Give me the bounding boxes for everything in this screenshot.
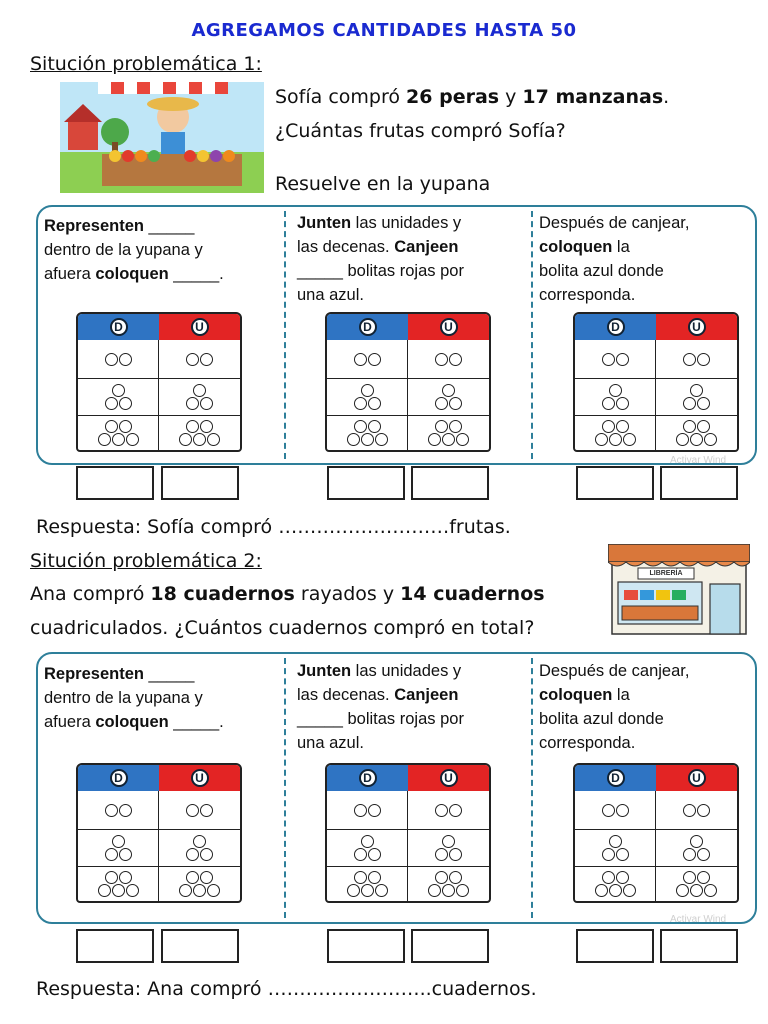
yupana-cell[interactable] bbox=[656, 341, 736, 378]
bead-slot[interactable] bbox=[449, 397, 462, 410]
step-text: _____ bbox=[143, 217, 195, 235]
step-text: Después de canjear, bbox=[539, 214, 690, 232]
bead-slot[interactable] bbox=[616, 804, 629, 817]
bead-slot[interactable] bbox=[602, 397, 615, 410]
bead-slot[interactable] bbox=[126, 884, 139, 897]
bead-slot[interactable] bbox=[126, 433, 139, 446]
panel-divider bbox=[284, 658, 286, 918]
store-sign: LIBRERÍA bbox=[649, 570, 683, 577]
bead-slot[interactable] bbox=[616, 353, 629, 366]
step-text: corresponda. bbox=[539, 286, 636, 304]
bead-slot[interactable] bbox=[186, 848, 199, 861]
yupana-cell[interactable] bbox=[575, 867, 655, 901]
bead-slot[interactable] bbox=[368, 353, 381, 366]
bead-slot[interactable] bbox=[347, 884, 360, 897]
bead-slot[interactable] bbox=[435, 804, 448, 817]
statement-text: y bbox=[499, 86, 523, 108]
tens-header bbox=[575, 314, 656, 340]
step-exchange bbox=[539, 659, 689, 755]
yupana-cell[interactable] bbox=[408, 341, 488, 378]
tens-header bbox=[327, 765, 408, 791]
yupana-cell[interactable] bbox=[575, 379, 655, 415]
yupana-cell[interactable] bbox=[327, 792, 407, 829]
statement-text: Sofía compró bbox=[275, 86, 407, 108]
bead-slot[interactable] bbox=[697, 353, 710, 366]
tens-answer-box[interactable] bbox=[327, 466, 405, 500]
step-text: una azul. bbox=[297, 286, 364, 304]
step-keyword: coloquen bbox=[539, 238, 613, 256]
yupana bbox=[76, 763, 242, 903]
panel-divider bbox=[531, 658, 533, 918]
bead-slot[interactable] bbox=[354, 871, 367, 884]
units-answer-box[interactable] bbox=[411, 466, 489, 500]
bookstore-illustration bbox=[608, 544, 750, 636]
tens-answer-box[interactable] bbox=[76, 466, 154, 500]
bead-slot[interactable] bbox=[623, 884, 636, 897]
step-text: las decenas. bbox=[297, 238, 395, 256]
yupana-cell[interactable] bbox=[656, 416, 736, 450]
tens-header bbox=[327, 314, 408, 340]
yupana-cell[interactable] bbox=[656, 867, 736, 901]
units-label: U bbox=[688, 318, 706, 336]
bead-slot[interactable] bbox=[616, 420, 629, 433]
bead-slot[interactable] bbox=[186, 804, 199, 817]
bead-slot[interactable] bbox=[609, 835, 622, 848]
bead-slot[interactable] bbox=[428, 884, 441, 897]
step-text: una azul. bbox=[297, 734, 364, 752]
step-keyword: coloquen bbox=[95, 713, 169, 731]
bead-slot[interactable] bbox=[361, 384, 374, 397]
bead-slot[interactable] bbox=[697, 871, 710, 884]
bead-slot[interactable] bbox=[449, 420, 462, 433]
bead-slot[interactable] bbox=[602, 871, 615, 884]
bead-slot[interactable] bbox=[368, 397, 381, 410]
yupana-cell[interactable] bbox=[78, 792, 158, 829]
bead-slot[interactable] bbox=[683, 397, 696, 410]
step-keyword: coloquen bbox=[539, 686, 613, 704]
bead-slot[interactable] bbox=[602, 353, 615, 366]
statement-text: rayados y bbox=[294, 583, 401, 605]
step-text: las unidades y bbox=[351, 214, 462, 232]
bead-slot[interactable] bbox=[98, 884, 111, 897]
units-label: U bbox=[191, 769, 209, 787]
bead-slot[interactable] bbox=[200, 848, 213, 861]
bead-slot[interactable] bbox=[375, 433, 388, 446]
step-text: dentro de la yupana y bbox=[44, 689, 203, 707]
bead-slot[interactable] bbox=[98, 433, 111, 446]
bead-slot[interactable] bbox=[616, 397, 629, 410]
problem-2-heading: Situción problemática 2: bbox=[30, 550, 262, 572]
units-label: U bbox=[688, 769, 706, 787]
bead-slot[interactable] bbox=[361, 884, 374, 897]
tens-label: D bbox=[359, 318, 377, 336]
bead-slot[interactable] bbox=[193, 835, 206, 848]
step-text: las unidades y bbox=[351, 662, 462, 680]
bead-slot[interactable] bbox=[442, 433, 455, 446]
units-label: U bbox=[440, 769, 458, 787]
bead-slot[interactable] bbox=[683, 804, 696, 817]
step-represent bbox=[44, 214, 224, 286]
bead-slot[interactable] bbox=[119, 397, 132, 410]
bead-slot[interactable] bbox=[676, 884, 689, 897]
bead-slot[interactable] bbox=[193, 433, 206, 446]
bead-slot[interactable] bbox=[361, 433, 374, 446]
ruled-notebooks-quantity: 18 cuadernos bbox=[150, 583, 295, 605]
bead-slot[interactable] bbox=[368, 804, 381, 817]
step-text: corresponda. bbox=[539, 734, 636, 752]
apples-quantity: 17 manzanas bbox=[522, 86, 664, 108]
tens-label: D bbox=[110, 318, 128, 336]
statement-text: Ana compró bbox=[30, 583, 151, 605]
yupana-cell[interactable] bbox=[159, 416, 239, 450]
problem-1-question: ¿Cuántas frutas compró Sofía? bbox=[275, 120, 566, 142]
units-answer-box[interactable] bbox=[660, 466, 738, 500]
bead-slot[interactable] bbox=[200, 871, 213, 884]
bead-slot[interactable] bbox=[112, 835, 125, 848]
bead-slot[interactable] bbox=[449, 848, 462, 861]
bead-slot[interactable] bbox=[704, 433, 717, 446]
bead-slot[interactable] bbox=[375, 884, 388, 897]
yupana-cell[interactable] bbox=[78, 867, 158, 901]
bead-slot[interactable] bbox=[354, 353, 367, 366]
bead-slot[interactable] bbox=[690, 384, 703, 397]
bead-slot[interactable] bbox=[690, 884, 703, 897]
step-join bbox=[297, 659, 464, 755]
tens-answer-box[interactable] bbox=[327, 929, 405, 963]
problem-2-statement bbox=[30, 583, 545, 605]
problem-1-heading: Situción problemática 1: bbox=[30, 53, 262, 75]
bead-slot[interactable] bbox=[595, 433, 608, 446]
step-keyword: Junten bbox=[297, 214, 352, 232]
bead-slot[interactable] bbox=[690, 835, 703, 848]
grid-notebooks-quantity: 14 cuadernos bbox=[400, 583, 545, 605]
step-exchange bbox=[539, 211, 689, 307]
bead-slot[interactable] bbox=[683, 871, 696, 884]
bead-slot[interactable] bbox=[354, 397, 367, 410]
bead-slot[interactable] bbox=[683, 353, 696, 366]
yupana-cell[interactable] bbox=[408, 379, 488, 415]
yupana bbox=[573, 312, 739, 452]
step-keyword: coloquen bbox=[95, 265, 169, 283]
yupana-cell[interactable] bbox=[327, 341, 407, 378]
bead-slot[interactable] bbox=[449, 804, 462, 817]
step-keyword: Representen bbox=[44, 217, 144, 235]
units-label: U bbox=[440, 318, 458, 336]
step-text: la bbox=[612, 686, 630, 704]
bead-slot[interactable] bbox=[105, 353, 118, 366]
bead-slot[interactable] bbox=[609, 433, 622, 446]
bead-slot[interactable] bbox=[105, 420, 118, 433]
bead-slot[interactable] bbox=[119, 871, 132, 884]
step-keyword: Junten bbox=[297, 662, 352, 680]
yupana-cell[interactable] bbox=[78, 341, 158, 378]
yupana-cell[interactable] bbox=[327, 416, 407, 450]
bead-slot[interactable] bbox=[428, 433, 441, 446]
step-keyword: Canjeen bbox=[394, 686, 459, 704]
panel-divider bbox=[531, 211, 533, 459]
tens-label: D bbox=[607, 318, 625, 336]
bead-slot[interactable] bbox=[186, 871, 199, 884]
bead-slot[interactable] bbox=[200, 420, 213, 433]
yupana-cell[interactable] bbox=[159, 830, 239, 866]
bead-slot[interactable] bbox=[704, 884, 717, 897]
bead-slot[interactable] bbox=[697, 848, 710, 861]
bead-slot[interactable] bbox=[697, 420, 710, 433]
step-text: las decenas. bbox=[297, 686, 395, 704]
bead-slot[interactable] bbox=[683, 848, 696, 861]
tens-label: D bbox=[110, 769, 128, 787]
bead-slot[interactable] bbox=[602, 420, 615, 433]
bead-slot[interactable] bbox=[112, 384, 125, 397]
step-text: afuera bbox=[44, 713, 96, 731]
bead-slot[interactable] bbox=[435, 848, 448, 861]
statement-text: . bbox=[663, 86, 670, 108]
yupana-cell[interactable] bbox=[408, 792, 488, 829]
bead-slot[interactable] bbox=[179, 884, 192, 897]
bead-slot[interactable] bbox=[435, 871, 448, 884]
bead-slot[interactable] bbox=[354, 804, 367, 817]
yupana-cell[interactable] bbox=[575, 792, 655, 829]
units-answer-box[interactable] bbox=[161, 466, 239, 500]
bead-slot[interactable] bbox=[456, 433, 469, 446]
yupana-cell[interactable] bbox=[327, 379, 407, 415]
step-text: la bbox=[612, 238, 630, 256]
bead-slot[interactable] bbox=[623, 433, 636, 446]
yupana bbox=[325, 312, 491, 452]
bead-slot[interactable] bbox=[602, 804, 615, 817]
page-title: AGREGAMOS CANTIDADES HASTA 50 bbox=[191, 20, 577, 41]
bead-slot[interactable] bbox=[697, 397, 710, 410]
yupana bbox=[325, 763, 491, 903]
units-header bbox=[408, 765, 489, 791]
bead-slot[interactable] bbox=[456, 884, 469, 897]
yupana bbox=[573, 763, 739, 903]
bead-slot[interactable] bbox=[690, 433, 703, 446]
bead-slot[interactable] bbox=[105, 804, 118, 817]
yupana-cell[interactable] bbox=[575, 341, 655, 378]
tens-answer-box[interactable] bbox=[576, 929, 654, 963]
units-header bbox=[408, 314, 489, 340]
bead-slot[interactable] bbox=[697, 804, 710, 817]
bead-slot[interactable] bbox=[435, 353, 448, 366]
step-keyword: Canjeen bbox=[394, 238, 459, 256]
units-header bbox=[656, 314, 737, 340]
bead-slot[interactable] bbox=[368, 848, 381, 861]
bead-slot[interactable] bbox=[616, 871, 629, 884]
yupana-cell[interactable] bbox=[656, 792, 736, 829]
bead-slot[interactable] bbox=[207, 884, 220, 897]
yupana-cell[interactable] bbox=[408, 830, 488, 866]
yupana-cell[interactable] bbox=[159, 867, 239, 901]
bead-slot[interactable] bbox=[368, 871, 381, 884]
yupana-cell[interactable] bbox=[575, 830, 655, 866]
tens-header bbox=[78, 314, 159, 340]
yupana-cell[interactable] bbox=[159, 341, 239, 378]
step-text: _____ bolitas rojas por bbox=[297, 262, 464, 280]
problem-2-question: cuadriculados. ¿Cuántos cuadernos compró en total? bbox=[30, 617, 535, 639]
bead-slot[interactable] bbox=[179, 433, 192, 446]
problem-1-statement bbox=[275, 86, 669, 108]
bead-slot[interactable] bbox=[105, 397, 118, 410]
units-header bbox=[159, 314, 240, 340]
bead-slot[interactable] bbox=[200, 804, 213, 817]
yupana-cell[interactable] bbox=[327, 867, 407, 901]
bead-slot[interactable] bbox=[435, 397, 448, 410]
bead-slot[interactable] bbox=[609, 884, 622, 897]
tens-answer-box[interactable] bbox=[576, 466, 654, 500]
bead-slot[interactable] bbox=[449, 871, 462, 884]
answer-line-2[interactable]: Respuesta: Ana compró ……………………..cuadernos. bbox=[36, 978, 537, 1000]
bead-slot[interactable] bbox=[207, 433, 220, 446]
step-text: _____. bbox=[168, 713, 224, 731]
bead-slot[interactable] bbox=[200, 353, 213, 366]
bead-slot[interactable] bbox=[354, 420, 367, 433]
yupana-cell[interactable] bbox=[408, 867, 488, 901]
bead-slot[interactable] bbox=[119, 353, 132, 366]
bead-slot[interactable] bbox=[193, 884, 206, 897]
step-text: dentro de la yupana y bbox=[44, 241, 203, 259]
bead-slot[interactable] bbox=[435, 420, 448, 433]
watermark: Activar Wind bbox=[670, 914, 727, 925]
units-label: U bbox=[191, 318, 209, 336]
step-text: _____ bolitas rojas por bbox=[297, 710, 464, 728]
bead-slot[interactable] bbox=[186, 420, 199, 433]
bead-slot[interactable] bbox=[683, 420, 696, 433]
bead-slot[interactable] bbox=[609, 384, 622, 397]
bead-slot[interactable] bbox=[595, 884, 608, 897]
units-header bbox=[159, 765, 240, 791]
step-text: afuera bbox=[44, 265, 96, 283]
pears-quantity: 26 peras bbox=[406, 86, 500, 108]
bead-slot[interactable] bbox=[442, 835, 455, 848]
yupana-cell[interactable] bbox=[575, 416, 655, 450]
units-answer-box[interactable] bbox=[411, 929, 489, 963]
step-represent bbox=[44, 662, 224, 734]
watermark: Activar Wind bbox=[670, 455, 727, 466]
fruit-stand-illustration bbox=[60, 82, 264, 193]
units-header bbox=[656, 765, 737, 791]
bead-slot[interactable] bbox=[616, 848, 629, 861]
bead-slot[interactable] bbox=[112, 884, 125, 897]
units-answer-box[interactable] bbox=[161, 929, 239, 963]
bead-slot[interactable] bbox=[347, 433, 360, 446]
bead-slot[interactable] bbox=[112, 433, 125, 446]
yupana-cell[interactable] bbox=[327, 830, 407, 866]
bead-slot[interactable] bbox=[368, 420, 381, 433]
step-text: bolita azul donde bbox=[539, 262, 664, 280]
bead-slot[interactable] bbox=[119, 804, 132, 817]
step-join bbox=[297, 211, 464, 307]
step-text: _____ bbox=[143, 665, 195, 683]
yupana-cell[interactable] bbox=[78, 379, 158, 415]
tens-label: D bbox=[359, 769, 377, 787]
tens-header bbox=[78, 765, 159, 791]
yupana-cell[interactable] bbox=[78, 830, 158, 866]
bead-slot[interactable] bbox=[200, 397, 213, 410]
yupana bbox=[76, 312, 242, 452]
step-keyword: Representen bbox=[44, 665, 144, 683]
yupana-cell[interactable] bbox=[656, 379, 736, 415]
step-text: _____. bbox=[168, 265, 224, 283]
bead-slot[interactable] bbox=[361, 835, 374, 848]
tens-answer-box[interactable] bbox=[76, 929, 154, 963]
bead-slot[interactable] bbox=[602, 848, 615, 861]
bead-slot[interactable] bbox=[105, 848, 118, 861]
bead-slot[interactable] bbox=[105, 871, 118, 884]
units-answer-box[interactable] bbox=[660, 929, 738, 963]
yupana-cell[interactable] bbox=[159, 379, 239, 415]
bead-slot[interactable] bbox=[119, 848, 132, 861]
bead-slot[interactable] bbox=[442, 384, 455, 397]
yupana-cell[interactable] bbox=[78, 416, 158, 450]
bead-slot[interactable] bbox=[119, 420, 132, 433]
bead-slot[interactable] bbox=[193, 384, 206, 397]
bead-slot[interactable] bbox=[186, 353, 199, 366]
bead-slot[interactable] bbox=[676, 433, 689, 446]
panel-divider bbox=[284, 211, 286, 459]
yupana-cell[interactable] bbox=[159, 792, 239, 829]
bead-slot[interactable] bbox=[186, 397, 199, 410]
tens-header bbox=[575, 765, 656, 791]
problem-1-instruction: Resuelve en la yupana bbox=[275, 173, 491, 195]
tens-label: D bbox=[607, 769, 625, 787]
bookstore-drawing bbox=[608, 544, 750, 636]
yupana-cell[interactable] bbox=[408, 416, 488, 450]
answer-line-1[interactable]: Respuesta: Sofía compró ………………………frutas. bbox=[36, 516, 511, 538]
step-text: bolita azul donde bbox=[539, 710, 664, 728]
bead-slot[interactable] bbox=[449, 353, 462, 366]
bead-slot[interactable] bbox=[442, 884, 455, 897]
step-text: Después de canjear, bbox=[539, 662, 690, 680]
yupana-cell[interactable] bbox=[656, 830, 736, 866]
bead-slot[interactable] bbox=[354, 848, 367, 861]
